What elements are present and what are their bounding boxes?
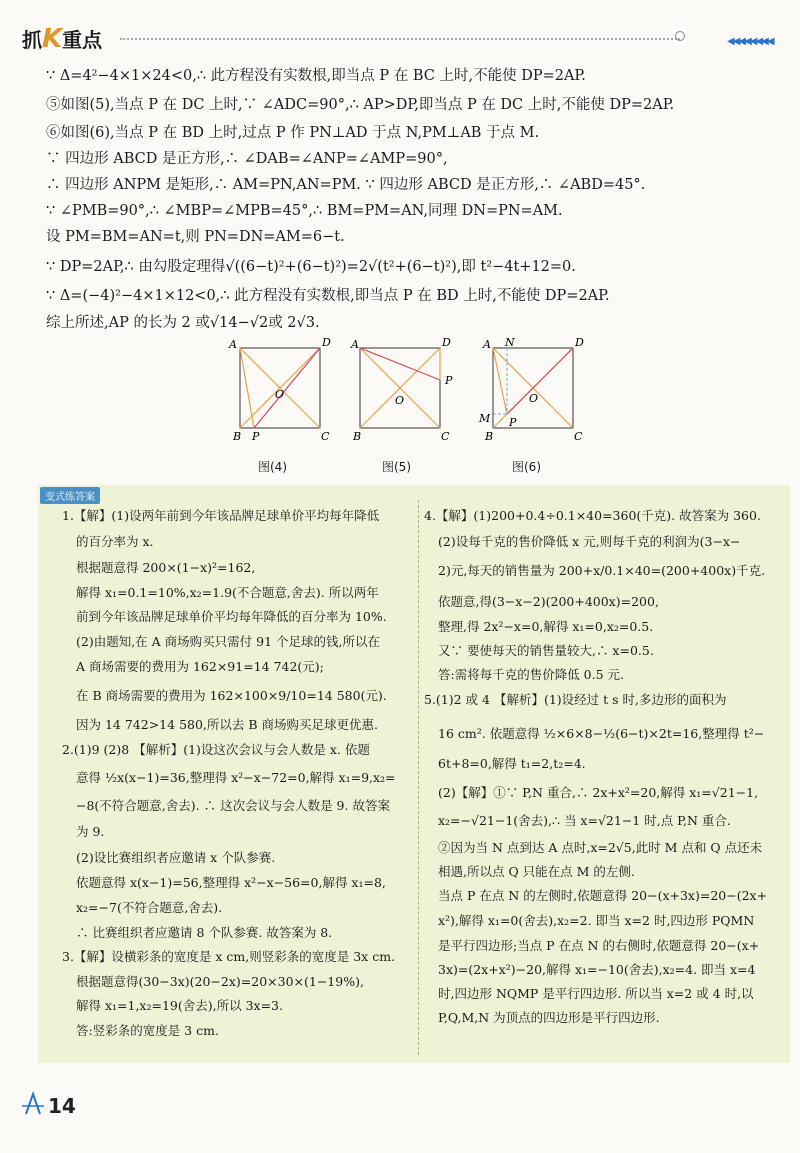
geometry-figures	[225, 338, 585, 478]
figure-caption: 图(5)	[382, 460, 411, 474]
figure-5-diagram	[350, 338, 453, 443]
point-label: B	[233, 430, 242, 443]
point-label: O	[395, 394, 405, 407]
point-label: N	[505, 338, 515, 349]
solution-line: ∴ 四边形 ANPM 是矩形,∴ AM=PN,AN=PM. ∵ 四边形 ABCD 是正方形,∴ ∠ABD=45°.	[46, 177, 646, 193]
header-dotted-rule	[120, 38, 680, 40]
answer-line: 意得 ½x(x−1)=36,整理得 x²−x−72=0,解得 x₁=9,x₂=	[76, 770, 396, 785]
answer-line: 6t+8=0,解得 t₁=2,t₂=4.	[438, 756, 586, 771]
solution-line: ∵ 四边形 ABCD 是正方形,∴ ∠DAB=∠ANP=∠AMP=90°,	[46, 151, 448, 167]
point-label: C	[574, 430, 583, 443]
point-label: A	[229, 338, 237, 351]
solution-line: ∵ Δ=4²−4×1×24<0,∴ 此方程没有实数根,即当点 P 在 BC 上时,不能使 DP=2AP.	[46, 68, 586, 84]
answer-line: 前到今年该品牌足球单价平均每年降低的百分率为 10%.	[76, 609, 387, 624]
point-label: B	[353, 430, 362, 443]
answer-line: 2)元,每天的销售量为 200+x/0.1×40=(200+400x)千克.	[438, 563, 766, 578]
answer-line: 根据题意得(30−3x)(20−2x)=20×30×(1−19%),	[76, 974, 364, 989]
solution-line: 综上所述,AP 的长为 2 或√14−√2或 2√3.	[46, 315, 320, 331]
solution-line: ⑥如图(6),当点 P 在 BD 上时,过点 P 作 PN⊥AD 于点 N,PM⊥AB 于点 M.	[46, 125, 540, 141]
answer-line: 因为 14 742>14 580,所以去 B 商场购买足球更优惠.	[76, 717, 379, 732]
solution-line: ∵ ∠PMB=90°,∴ ∠MBP=∠MPB=45°,∴ BM=PM=AN,同理 DN=PN=AM.	[46, 203, 563, 219]
solution-line: ∵ DP=2AP,∴ 由勾股定理得√((6−t)²+(6−t)²)=2√(t²+(6−t)²),即 t²−4t+12=0.	[46, 259, 576, 275]
answer-line: ∴ 比赛组织者应邀请 8 个队参赛. 故答案为 8.	[76, 925, 333, 940]
point-label: D	[575, 338, 584, 349]
answer-line: 当点 P 在点 N 的左侧时,依题意得 20−(x+3x)=20−(2x+	[438, 888, 768, 903]
figure-6-diagram	[478, 338, 584, 443]
answer-line: 答:竖彩条的宽度是 3 cm.	[76, 1023, 219, 1038]
page-header	[0, 0, 800, 60]
answer-line: 答:需将每千克的售价降低 0.5 元.	[438, 667, 625, 682]
answer-line: (2)【解】①∵ P,N 重合,∴ 2x+x²=20,解得 x₁=√21−1,	[438, 785, 759, 800]
answer-tag: 变式练答案	[40, 487, 100, 504]
point-label: B	[485, 430, 494, 443]
page-number: 14	[48, 1094, 76, 1118]
point-label: P	[445, 374, 453, 387]
compass-icon	[18, 1088, 48, 1118]
point-label: A	[483, 338, 491, 351]
point-label: P	[252, 430, 260, 443]
answer-line: 依题意,得(3−x−2)(200+400x)=200,	[438, 594, 659, 609]
answer-line: 4.【解】(1)200+0.4÷0.1×40=360(千克). 故答案为 360.	[424, 508, 761, 523]
answer-line: 时,四边形 NQMP 是平行四边形. 所以当 x=2 或 4 时,以	[438, 986, 754, 1001]
header-ring-icon	[675, 31, 685, 41]
answer-line: −8(不符合题意,舍去). ∴ 这次会议与会人数是 9. 故答案	[76, 798, 390, 813]
answer-line: ②因为当 N 点到达 A 点时,x=2√5,此时 M 点和 Q 点还未	[438, 840, 763, 855]
point-label: C	[441, 430, 450, 443]
answer-line: (2)设比赛组织者应邀请 x 个队参赛.	[76, 850, 276, 865]
answer-line: 16 cm². 依题意得 ½×6×8−½(6−t)×2t=16,整理得 t²−	[438, 726, 765, 741]
answer-line: x₂=−7(不符合题意,舍去).	[76, 900, 223, 915]
answer-line: 是平行四边形;当点 P 在点 N 的右侧时,依题意得 20−(x+	[438, 938, 760, 953]
point-label: P	[509, 416, 517, 429]
solution-line: 设 PM=BM=AN=t,则 PN=DN=AM=6−t.	[46, 229, 345, 245]
answer-line: x₂=−√21−1(舍去),∴ 当 x=√21−1 时,点 P,N 重合.	[438, 813, 731, 828]
point-label: O	[275, 388, 285, 401]
answer-line: 2.(1)9 (2)8 【解析】(1)设这次会议与会人数是 x. 依题	[62, 742, 370, 757]
answer-line: 解得 x₁=0.1=10%,x₂=1.9(不合题意,舍去). 所以两年	[76, 585, 379, 600]
answer-line: 整理,得 2x²−x=0,解得 x₁=0,x₂=0.5.	[438, 619, 654, 634]
answer-line: 3.【解】设横彩条的宽度是 x cm,则竖彩条的宽度是 3x cm.	[62, 949, 396, 964]
figure-caption: 图(6)	[512, 460, 541, 474]
answer-line: 5.(1)2 或 4 【解析】(1)设经过 t s 时,多边形的面积为	[424, 692, 727, 707]
figure-4-diagram	[228, 338, 331, 443]
answer-line: x²),解得 x₁=0(舍去),x₂=2. 即当 x=2 时,四边形 PQMN	[438, 913, 755, 928]
answer-line: 解得 x₁=1,x₂=19(舍去),所以 3x=3.	[76, 998, 283, 1013]
point-label: D	[322, 338, 331, 349]
point-label: O	[529, 392, 539, 405]
answer-line: 依题意得 x(x−1)=56,整理得 x²−x−56=0,解得 x₁=8,	[76, 875, 386, 890]
point-label: D	[442, 338, 451, 349]
header-arrows-icon: ◀◀◀◀◀◀◀◀	[727, 36, 773, 47]
answer-line: P,Q,M,N 为顶点的四边形是平行四边形.	[438, 1010, 660, 1025]
brand-logo: 抓K重点	[22, 24, 103, 54]
figure-caption: 图(4)	[258, 460, 287, 474]
answer-line: 又∵ 要使每天的销售量较大,∴ x=0.5.	[438, 643, 654, 658]
column-divider	[418, 500, 419, 1055]
answer-line: 为 9.	[76, 824, 105, 839]
answer-line: 在 B 商场需要的费用为 162×100×9/10=14 580(元).	[76, 688, 387, 703]
point-label: A	[351, 338, 359, 351]
answer-line: 的百分率为 x.	[76, 534, 154, 549]
answer-line: 相遇,所以点 Q 只能在点 M 的左侧.	[438, 864, 635, 879]
answer-line: 根据题意得 200×(1−x)²=162,	[76, 560, 256, 575]
answer-line: (2)由题知,在 A 商场购买只需付 91 个足球的钱,所以在	[76, 634, 380, 649]
solution-line: ⑤如图(5),当点 P 在 DC 上时,∵ ∠ADC=90°,∴ AP>DP,即当点 P 在 DC 上时,不能使 DP=2AP.	[46, 97, 675, 113]
answer-line: A 商场需要的费用为 162×91=14 742(元);	[76, 659, 324, 674]
solution-line: ∵ Δ=(−4)²−4×1×12<0,∴ 此方程没有实数根,即当点 P 在 BD 上时,不能使 DP=2AP.	[46, 288, 610, 304]
answer-line: (2)设每千克的售价降低 x 元,则每千克的利润为(3−x−	[438, 534, 741, 549]
answer-line: 3x)=(2x+x²)−20,解得 x₁=−10(舍去),x₂=4. 即当 x=4	[438, 962, 756, 977]
point-label: C	[321, 430, 330, 443]
point-label: M	[479, 412, 491, 425]
answer-line: 1.【解】(1)设两年前到今年该品牌足球单价平均每年降低	[62, 508, 380, 523]
